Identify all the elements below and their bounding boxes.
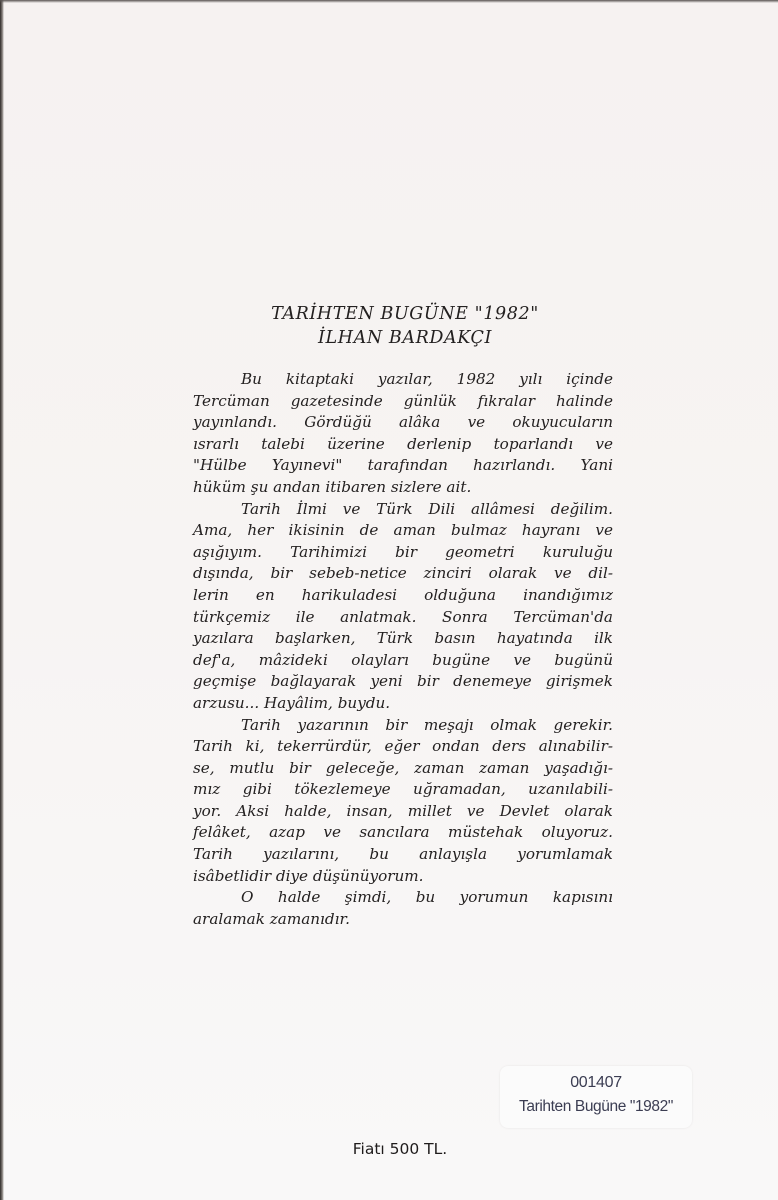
text-line: Ama, her ikisinin de aman bulmaz hayranı ve xyxy=(193,521,613,540)
text-line: ısrarlı talebi üzerine derlenip toparlandı ve xyxy=(193,434,613,453)
text-line: O halde şimdi, bu yorumun kapısını xyxy=(241,888,613,907)
text-line: Tarih yazarının bir meşajı olmak gerekir. xyxy=(241,715,613,734)
text-line: felâket, azap ve sancılara müstehak oluyoruz. xyxy=(193,823,613,842)
text-line: geçmişe bağlayarak yeni bir denemeye girişmek xyxy=(193,672,613,691)
text-line: Bu kitaptaki yazılar, 1982 yılı içinde xyxy=(241,370,613,388)
library-code: 001407 xyxy=(570,1074,622,1091)
text-line: Tarih İlmi ve Türk Dili allâmesi değilim. xyxy=(241,499,613,518)
text-line: se, mutlu bir geleceğe, zaman zaman yaşadığı- xyxy=(193,758,613,777)
price-text: Fiatı 500 TL. xyxy=(352,1140,448,1158)
text-line: yor. Aksi halde, insan, millet ve Devlet olarak xyxy=(193,801,613,820)
text-line: yazılara başlarken, Türk basın hayatında ilk xyxy=(193,629,613,648)
page-edge-shadow xyxy=(0,0,4,1200)
cover-heading xyxy=(180,302,630,350)
text-line: def'a, mâzideki olayları bugüne ve bugünü xyxy=(193,650,613,669)
text-line: dışında, bir sebeb-netice zinciri olarak ve dil- xyxy=(193,564,613,583)
text-line: lerin en harikuladesi olduğuna inandığımız xyxy=(193,585,613,604)
text-line: Tarih ki, tekerrürdür, eğer ondan ders alınabilir- xyxy=(193,737,613,756)
text-line: aralamak zamanıdır. xyxy=(193,909,350,928)
text-line: "Hülbe Yayınevi" tarafından hazırlandı. Yani xyxy=(193,456,613,475)
library-label-title: Tarihten Bugüne "1982" xyxy=(519,1098,673,1115)
blurb-text xyxy=(193,369,613,930)
text-line: türkçemiz ile anlatmak. Sonra Tercüman'da xyxy=(193,607,613,626)
page-top-shadow xyxy=(0,0,778,3)
text-line: hüküm şu andan itibaren sizlere ait. xyxy=(193,477,472,496)
text-line: Tarih yazılarını, bu anlayışla yorumlamak xyxy=(193,845,613,864)
text-line: arzusu... Hayâlim, buydu. xyxy=(193,693,391,712)
book-author: İLHAN BARDAKÇI xyxy=(318,328,492,348)
text-line: mız gibi tökezlemeye uğramadan, uzanılabili- xyxy=(193,780,613,799)
text-line: Tercüman gazetesinde günlük fıkralar halinde xyxy=(193,391,613,410)
library-label-sticker xyxy=(500,1066,692,1128)
book-title: TARİHTEN BUGÜNE "1982" xyxy=(271,304,539,324)
text-line: yayınlandı. Gördüğü alâka ve okuyucuların xyxy=(193,413,613,432)
text-line: isâbetlidir diye düşünüyorum. xyxy=(193,866,424,885)
text-line: aşığıyım. Tarihimizi bir geometri kuruluğu xyxy=(193,542,613,561)
